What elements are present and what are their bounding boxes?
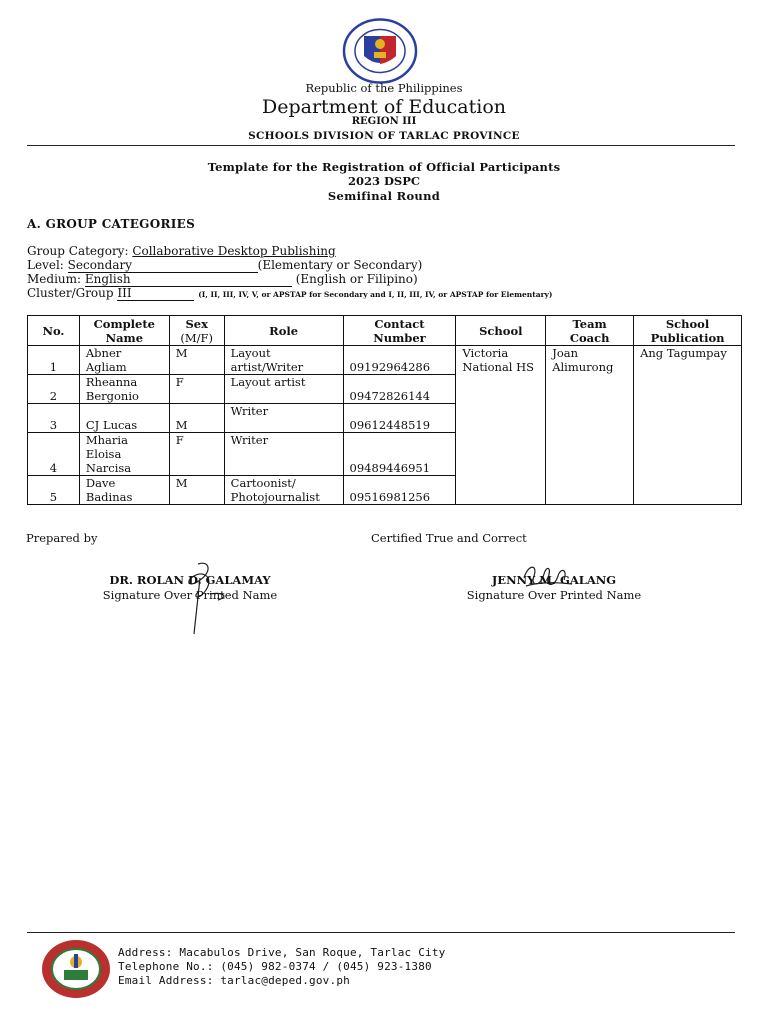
deped-seal-logo xyxy=(342,18,418,84)
prepared-by-label: Prepared by xyxy=(26,531,98,545)
row-sex: F xyxy=(169,433,224,476)
row-name: Mharia Eloisa Narcisa xyxy=(79,433,169,476)
cluster-value: III xyxy=(117,286,132,300)
row-role: Layout artist/Writer xyxy=(224,346,343,375)
footer-telephone: Telephone No.: (045) 982-0374 / (045) 923-1380 xyxy=(118,960,432,973)
level-value: Secondary xyxy=(67,258,133,272)
round-name: Semifinal Round xyxy=(327,189,441,203)
cluster-field xyxy=(27,286,552,301)
medium-line xyxy=(85,272,292,287)
header-school-publication: School Publication xyxy=(634,316,742,346)
row-no: 4 xyxy=(28,433,80,476)
division-line: SCHOOLS DIVISION OF TARLAC PROVINCE xyxy=(248,130,520,142)
medium-label: Medium: xyxy=(27,272,85,286)
header-contact-number: Contact Number xyxy=(343,316,456,346)
group-category-value: Collaborative Desktop Publishing xyxy=(132,244,336,258)
header-sex: Sex (M/F) xyxy=(169,316,224,346)
row-sex: M xyxy=(169,404,224,433)
cluster-label: Cluster/Group xyxy=(27,286,118,300)
header-school: School xyxy=(456,316,546,346)
section-heading: A. GROUP CATEGORIES xyxy=(27,217,196,231)
level-field xyxy=(27,258,422,273)
header-team-coach: Team Coach xyxy=(546,316,634,346)
row-sex: M xyxy=(169,346,224,375)
footer-divider xyxy=(27,932,735,933)
footer-email: Email Address: tarlac@deped.gov.ph xyxy=(118,974,350,987)
row-contact: 09192964286 xyxy=(343,346,456,375)
document-title: Template for the Registration of Official Participants xyxy=(207,160,561,174)
department-name: Department of Education xyxy=(262,96,506,118)
level-hint: (Elementary or Secondary) xyxy=(257,258,423,272)
certified-by-name: JENNY M. GALANG xyxy=(491,573,617,587)
table-header-row xyxy=(28,316,742,346)
cluster-hint: (I, II, III, IV, V, or APSTAP for Secondary and I, II, III, IV, or APSTAP for Elementary) xyxy=(198,290,553,299)
table-row xyxy=(28,346,742,375)
row-contact: 09472826144 xyxy=(343,375,456,404)
row-sex: M xyxy=(169,476,224,505)
medium-value: English xyxy=(84,272,131,286)
republic-line: Republic of the Philippines xyxy=(305,81,463,95)
row-role: Writer xyxy=(224,433,343,476)
coach-cell: Joan Alimurong xyxy=(546,346,634,505)
row-role: Writer xyxy=(224,404,343,433)
medium-field xyxy=(27,272,418,287)
row-no: 3 xyxy=(28,404,80,433)
prepared-by-caption: Signature Over Printed Name xyxy=(102,588,278,602)
certified-label: Certified True and Correct xyxy=(371,531,527,545)
cluster-line xyxy=(117,286,194,301)
level-line xyxy=(68,258,258,273)
header-divider xyxy=(27,145,735,146)
row-role: Layout artist xyxy=(224,375,343,404)
header-complete-name: Complete Name xyxy=(79,316,169,346)
row-sex: F xyxy=(169,375,224,404)
certified-by-caption: Signature Over Printed Name xyxy=(466,588,642,602)
level-label: Level: xyxy=(27,258,68,272)
participants-table xyxy=(27,315,742,505)
medium-hint: (English or Filipino) xyxy=(291,272,418,286)
prepared-by-name: DR. ROLAN D. GALAMAY xyxy=(109,573,271,587)
publication-cell: Ang Tagumpay xyxy=(634,346,742,505)
row-name: Abner Agliam xyxy=(79,346,169,375)
group-category-field xyxy=(27,244,336,258)
row-name: Rheanna Bergonio xyxy=(79,375,169,404)
row-contact: 09489446951 xyxy=(343,433,456,476)
row-contact: 09612448519 xyxy=(343,404,456,433)
row-no: 5 xyxy=(28,476,80,505)
division-seal-logo xyxy=(40,938,112,1000)
row-no: 2 xyxy=(28,375,80,404)
row-role: Cartoonist/ Photojournalist xyxy=(224,476,343,505)
footer-address: Address: Macabulos Drive, San Roque, Tarlac City xyxy=(118,946,446,959)
header-role: Role xyxy=(224,316,343,346)
region-line: REGION III xyxy=(351,116,417,127)
group-category-label: Group Category: xyxy=(27,244,133,258)
row-name: Dave Badinas xyxy=(79,476,169,505)
row-no: 1 xyxy=(28,346,80,375)
header-no: No. xyxy=(28,316,80,346)
row-contact: 09516981256 xyxy=(343,476,456,505)
school-cell: Victoria National HS xyxy=(456,346,546,505)
contest-name: 2023 DSPC xyxy=(347,174,421,188)
row-name: CJ Lucas xyxy=(79,404,169,433)
